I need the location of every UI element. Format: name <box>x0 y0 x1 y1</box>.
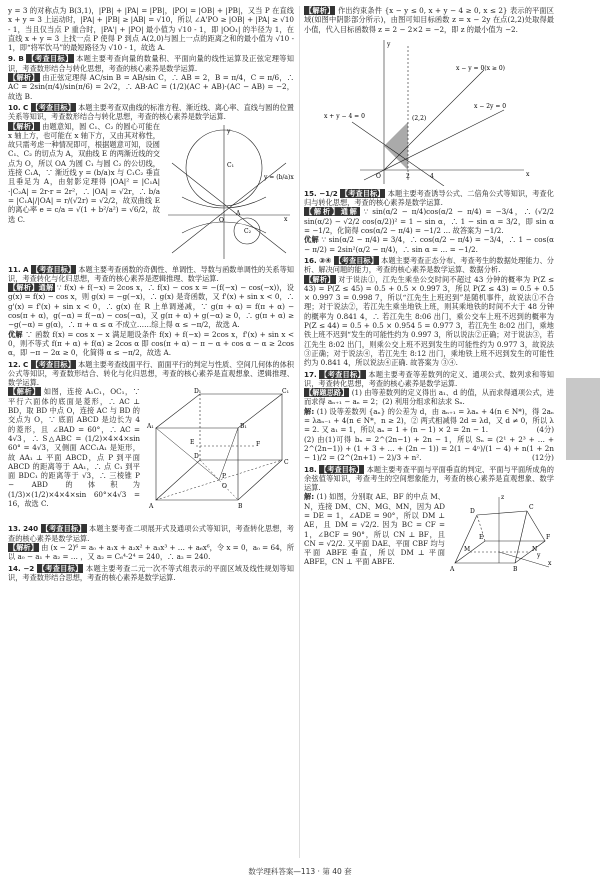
q9-block: 9. B 【考查目标】 本题主要考查向量的数量积、平面向量的线性运算及正弦定理等知识，考查数形结合与转化思想，考查的核心素养是数学运算. 【解析】 由正弦定理得 AC/sin B = AB/sin C，∴ AB = 2，B = π/4，C = π/6，∴ AC = 2sin(π/4)/sin(π/6) = 2√2，∴ AB·AC = (1/2)(AC + AB)·(AC − AB) = −2，故选 B. <box>8 54 294 101</box>
left-column <box>8 6 294 584</box>
q14-solution: 【解析】 作出约束条件 {x − y ≤ 0, x + y − 4 ≥ 0, x ≤ 2} 表示的平面区域(如图中阴影部分所示)，由图可知目标函数 z = x − 2y 在点(2,2)处取得最小值，代入目标函数得 z = 2 − 2×2 = −2，即 z 的最小值为 −2. <box>304 6 554 34</box>
fig12-label-10: B <box>238 503 243 511</box>
fig18-label-8: x <box>548 560 552 568</box>
graph-l1: x − y = 0(x ≥ 0) <box>456 64 505 72</box>
q17-block: 17. 【考查目标】 本题主要考查等差数列的定义、通项公式、数列求和等知识，考查转化思想，考查的核心素养是数学运算. 【解题思路】 (1) 由等差数列的定义得出 a₁、d 的值，从而求得通项公式，进而求得 aₙ₊₁ − aₙ = 2；(2) 利用分组求和法求 Sₙ. 解: (1) 设等差数列 {aₙ} 的公差为 d，由 aₙ₊₁ = λaₙ + 4(n ∈ N*)，得 2aₙ = λaₙ₋₁ + 4(n ∈ N*，n ≥ 2)，② 两式相减得 2d = λd，又 d ≠ 0，所以 λ = 2. 又 a₁ = 1，所以 aₙ = 1 + (n − 1) × 2 = 2n − 1. (4分) (2) 由(1)可得 bₙ = 2^(2n−1) + 2n − 1，所以 Sₙ = (2¹ + 2³ + … + 2^(2n−1)) + (1 + 3 + … + (2n − 1)) = 2(1 − 4ⁿ)/(1 − 4) + n(1 + 2n − 1)/2 = (2^(2n+1) − 2)/3 + n². (12分) <box>304 369 554 463</box>
fig12-label-11: O <box>222 483 227 491</box>
fig12-label-2: A₁ <box>147 423 154 431</box>
fig12-label-4: P <box>222 473 227 481</box>
q18-block: 18. 【考查目标】 本题主要考查平面与平面垂直的判定、平面与平面所成角的余弦值等知识，考查考生的空间想象能力，考查的核心素养是直观想象、数学运算. D C E F A B M N x y z 解: (1) 如图，分别取 AE、BF 的中点 M、N，连接 DM、CN、MG、MN，因为 AD = DE = 1，∠ADE = 90°，所以 DM ⊥ AE，且 DM = √2/2. 因为 BC = CF = 1，∠BCF = 90°，所以 CN ⊥ BF，且 CN = √2/2. 又平面 DAE、平面 CBF 均与平面 ABFE 垂直，所以 DM ⊥ 平面 ABFE，CN ⊥ 平面 ABFE. <box>304 464 554 574</box>
fig18-label-3: F <box>546 534 551 542</box>
page-edge-tab <box>566 378 600 460</box>
fig18-label-10: z <box>501 494 505 502</box>
solid-geometry-figure <box>449 493 554 573</box>
fig12-label-5: E <box>190 439 195 447</box>
graph-pt: (2,2) <box>412 114 427 122</box>
q13-block: 13. 240 【考查目标】 本题主要考查二项展开式及通项公式等知识，考查转化思想，考查的核心素养是数学运算. 【解析】 由 (x − 2)⁶ = a₀ + a₁x + a₂x² + a₃x³ + … + a₆x⁶，令 x = 0，a₀ = 64，所以 a₀ − a₁ + a₂ = … ，又 a₂ = C₆⁴·2⁴ = 240，∴ a₂ = 240. <box>8 524 295 562</box>
fig18-label-0: D <box>470 508 475 516</box>
fig18-label-6: M <box>464 546 471 554</box>
q10-block: 10. C 【考查目标】 本题主要考查双曲线的标准方程、渐近线、离心率、直线与圆的位置关系等知识，考查数形结合与转化思想，考查的核心素养是数学运算. y x O C₁ C₂ A y = (b/a)x 【解析】 由题意知，圆 C₁、C₂ 的圆心可能在 x 轴上方，也可能在 x 轴下方，又由其对称性，故只需考虑一种情况即可，根据题意可知，设圆 C₁、C₂ 的切点为 A，双曲线 E 的两渐近线的交点为 O，所以 OA 为圆 C₁ 与圆 C₂ 的公切线，连接 C₁A，∵ 渐近线 y = (b/a)x 与 C₁C₂ 垂直且垂足为 A，由射影定理得 |OA|² = |C₁A|·|C₂A| = 2r·r = 2r²，∴ |OA| = √2r，∴ b/a = |C₁A|/|OA| = r/(√2r) = √2/2，故双曲线 E 的离心率 e = c/a = √(1 + b²/a²) = √6/2，故选 C. <box>8 103 294 263</box>
asymptote-label: y = (b/a)x <box>264 173 294 181</box>
fig12-label-3: B₁ <box>240 423 247 431</box>
c2-label: C₂ <box>244 227 251 235</box>
graph-l3: x + y − 4 = 0 <box>324 112 365 120</box>
fig18-label-4: A <box>450 566 455 574</box>
fig12-label-1: C₁ <box>282 388 289 396</box>
q12-block: 12. C 【考查目标】 本题主要考查线面平行、面面平行的判定与性质、空间几何体的体积公式等知识，考查数形结合、转化与化归思想，考查的核心素养是直观想象、逻辑推理、数学运算. D₁ C₁ A₁ B₁ P E F D C A B O 【解析】 如图，连接 A₁C₁，OC₁，∵ 平行六面体的底面是菱形，∴ AC ⊥ BD，取 BD 中点 O，连接 AC 与 BD 的交点为 O，∵ 底面 ABCD 是边长为 4 的菱形，且 ∠BAD = 60°，∴ AC = 4√3，∴ S△ABC = (1/2)×4×4×sin 60° = 4√3，又侧面 ACC₁A₁ 是矩形，故 AA₁ ⊥ 平面 ABCD，点 P 到平面 ABCD 的距离等于 AA₁，∴ 点 C₁ 到平面 BDC₁ 的距离等于 √3，∴ 三棱锥 P − ABD 的体积为 (1/3)×(1/2)×4×4×sin 60°×4√3 = 16，故选 C. <box>8 360 294 523</box>
hyperbola-circle-figure <box>164 123 294 261</box>
fig12-label-8: C <box>284 459 289 467</box>
graph-four: 4 <box>430 172 434 180</box>
fig18-label-9: y <box>537 552 541 560</box>
a-label: A <box>236 209 241 217</box>
parallelepiped-figure <box>144 388 294 520</box>
fig18-label-7: N <box>532 546 538 554</box>
linear-program-graph <box>304 36 554 186</box>
graph-ax-x: x <box>526 170 530 178</box>
axis-y-label: y <box>227 127 231 135</box>
column-separator <box>299 6 300 858</box>
graph-origin: O <box>376 172 381 180</box>
q16-block: 16. ③④ 【考查目标】 本题主要考查正态分布、考查考生的数据处理能力、分析、解决问题的能力，考查的核心素养是数学运算、数据分析. 【解析】 对于说法①，江先生乘坐公交时间不超过 43 分钟的概率为 P(Z ≤ 43) = P(Z ≤ 45) = 0.5 + 0.5 × 0.997 3，所以 P(Z ≤ 43) = 0.5 + 0.5 × 0.997 3 = 0.998 7，所以“江先生上班迟到”是随机事件，故说法①不合理；对于说法②，若江先生乘坐地铁上班，则其乘地铁的时间不大于 48 分钟的概率为 0.841 4，∴ 若江先生 8:06 出门，乘公交车上班不迟到的概率为 P(Z ≤ 44) = 0.5 + 0.5 × 0.954 5 = 0.977 3，若江先生 8:02 出门，乘地铁上班不迟到“发生的可能性约为 0.997 3，所以说法②正确；对于说法③，若江先生 8:02 出门，则乘公交上班不迟到发生的可能性约为 0.977 3，故说法③正确；对于说法④，若江先生 8:12 出门，乘地铁上班不迟到发生的可能性约为 0.841 4，所以说法④正确. 故答案为 ③④. <box>304 255 554 368</box>
q8-tail: y = 3 的对称点为 B(3,1)，|PB| + |PA| = |PB|，|PO| = |OB| + |PB|，又当 P 在直线 x + y = 3 上运动时，|PA| + |PB| ≥ |AB| = √10，所以 ∠A'PO ≥ |OB| + |PA| ≥ √10 - 1，当且仅当点 P 重合时，|PA'| + |PO| 最小值为 √10 - 1，即 |OO₁| 的半径为 1，在直线 x + y = 3 上找一点 P 使得 P 到点 A(2,0)与圆上一点的距离之和的最小值为 √10 - 1，即“将军饮马”的最短路径为 √10 - 1，故选 A. <box>8 6 294 53</box>
fig18-label-1: C <box>529 504 534 512</box>
fig12-label-9: A <box>149 503 154 511</box>
q11-block: 11. A 【考查目标】 本题主要考查函数的奇偶性、单调性、导数与函数单调性的关系等知识，考查转化与化归思想，考查的核心素养是逻辑推理、数学运算. 【解析】通解 ∵ f(x) + f(−x) = 2cos x，∴ f(x) − cos x = −(f(−x) − cos(−x))，设 g(x) = f(x) − cos x，则 g(x) = −g(−x)，∴ g(x) 是奇函数，又 f'(x) + sin x < 0，∴ g'(x) = f'(x) + sin x < 0，∴ g(x) 在 R 上单调递减，∵ g(π + α) = f(π + α) − cos(π + α)，g(−α) = f(−α) − cos(−α)，又 g(π + α) + g(−α) ≥ 0，∴ g(π + α) ≥ −g(−α) = g(α)，∴ π + α ≤ α 不成立……综上得 α ≤ −π/2，故选 A. 优解 ∵ 函数 f(x) = cos x − x 满足题设条件 f(x) + f(−x) = 2cos x，f'(x) + sin x < 0，则不等式 f(π + α) + f(α) ≥ 2cos α 即 cos(π + α) − π − α + cos α − α ≥ 2cos α，即 −π − 2α ≥ 0，化简得 α ≤ −π/2，故选 A. <box>8 264 294 358</box>
graph-two: 2 <box>406 172 410 180</box>
axis-x-label: x <box>284 215 288 223</box>
fig12-label-7: D <box>194 453 199 461</box>
fig18-label-2: E <box>479 534 484 542</box>
q15-block: 15. −1/2 【考查目标】 本题主要考查诱导公式、二倍角公式等知识，考查化归与转化思想，考查的核心素养是数学运算. 【解析】通解 ∵ sin(α/2 − π/4)cos(α/2 − π/4) = −3/4，∴ (√2/2 sin(α/2) − √2/2 cos(α/2))² = 1 − sin α，∴ 1 − sin α = 3/2，即 sin α = −1/2，化简得 cos(α/2 − π/4) = −1/2 … 故答案为 −1/2. 优解 ∵ sin(α/2 − π/4) = 3/4，∴ cos(α/2 − π/4) = −3/4，∴ 1 − cos(α − π/2) = 2sin²(α/2 − π/4)，∴ sin α = … = −1/2. <box>304 188 554 254</box>
graph-ax-y: y <box>387 40 391 48</box>
origin-label: O <box>219 216 224 224</box>
page-footer: 数学理科答案—113 · 第 40 套 <box>248 867 352 876</box>
graph-l2: x − 2y = 0 <box>474 102 507 110</box>
right-column <box>304 6 554 577</box>
c1-label: C₁ <box>227 161 234 169</box>
fig12-label-6: F <box>256 441 261 449</box>
q14-block: 14. −2 【考查目标】 本题主要考查二元一次不等式组表示的平面区域及线性规划等知识，考查数形结合思想，考查的核心素养是数学运算. <box>8 563 294 582</box>
fig18-label-5: B <box>513 566 518 574</box>
fig12-label-0: D₁ <box>194 388 202 396</box>
